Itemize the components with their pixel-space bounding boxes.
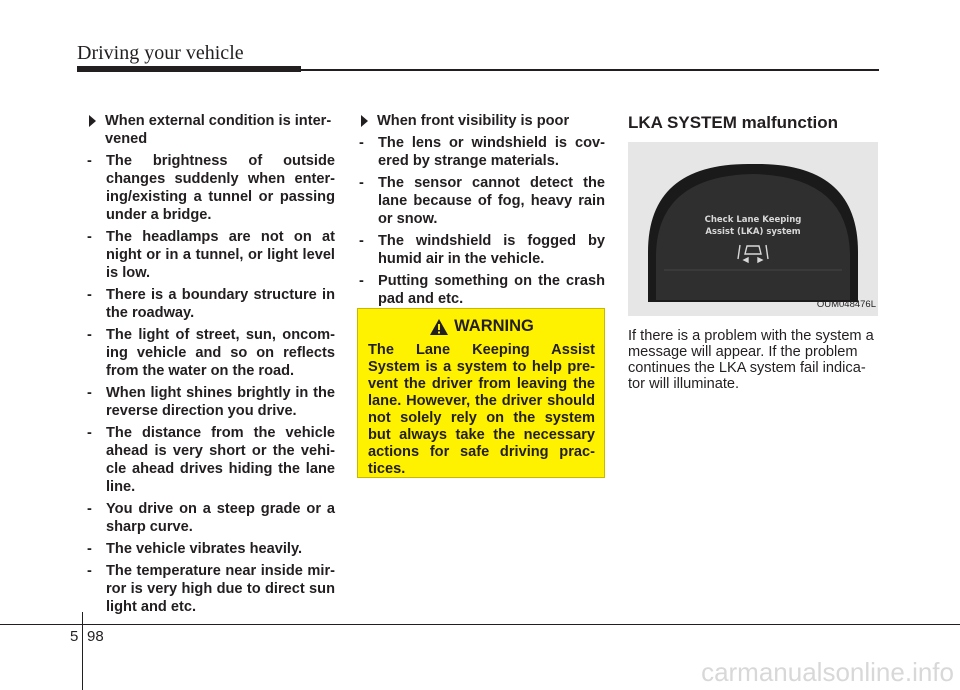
list-item: - The vehicle vibrates heavily. [87,541,303,557]
list-item: - The headlamps are not on at night or in a tunnel, or light level is low. [87,229,335,281]
list-item: - The distance from the vehicle ahead is very short or the vehi-cle ahead drives hiding the lane line. [87,425,335,495]
chapter-number: 5 [70,628,79,645]
visibility-heading: When front visibility is poor [357,112,605,130]
column-right [628,112,880,392]
condition-heading: When external condition is inter-vened [85,112,335,148]
list-item: - The windshield is fogged by humid air in the vehicle. [359,233,605,267]
cluster-display-figure [628,142,878,316]
malfunction-description: If there is a problem with the system a message will appear. If the problem continues the LKA system fail indica-tor will illuminate. [628,328,874,392]
cluster-display-illustration [628,142,878,316]
column-middle [357,112,605,308]
watermark: carmanualsonline.info [701,657,954,687]
warning-triangle-icon [429,318,449,336]
bullet-triangle-icon [361,115,368,127]
figure-code: OUM048476L [816,299,876,310]
list-item: - You drive on a steep grade or a sharp curve. [87,501,335,535]
display-message-line2: Assist (LKA) system [705,227,801,237]
lka-malfunction-title: LKA SYSTEM malfunction [628,113,838,132]
footer-divider [82,612,83,690]
list-item: - The brightness of outside changes suddenly when enter-ing/existing a tunnel or passing under a bridge. [87,153,335,223]
warning-box [357,308,605,478]
list-item: - The lens or windshield is cov-ered by strange materials. [359,135,605,169]
column-left [85,112,335,616]
list-item: - Putting something on the crash pad and etc. [359,273,605,307]
list-item: - The temperature near inside mir-ror is very high due to direct sun light and etc. [87,563,335,615]
header-rule-thin [301,69,879,71]
display-message-line1: Check Lane Keeping [704,215,802,225]
warning-title: WARNING [454,317,534,335]
section-title: Driving your vehicle [77,42,244,64]
header-rule-thick [77,66,301,72]
list-item: - The light of street, sun, oncom-ing vehicle and so on reflects from the water on the road. [87,327,335,379]
warning-header [368,317,595,336]
page-number: 98 [87,628,104,645]
list-item: - There is a boundary structure in the roadway. [87,287,335,321]
list-item: - The sensor cannot detect the lane because of fog, heavy rain or snow. [359,175,605,227]
list-item: - When light shines brightly in the reverse direction you drive. [87,385,335,419]
bullet-triangle-icon [89,115,96,127]
warning-text: The Lane Keeping Assist System is a system to help pre-vent the driver from leaving the lane. However, the driver should not solely rely on the system but always take the necessary actions for safe driving prac-tices. [368,342,595,477]
footer-rule [0,624,960,625]
